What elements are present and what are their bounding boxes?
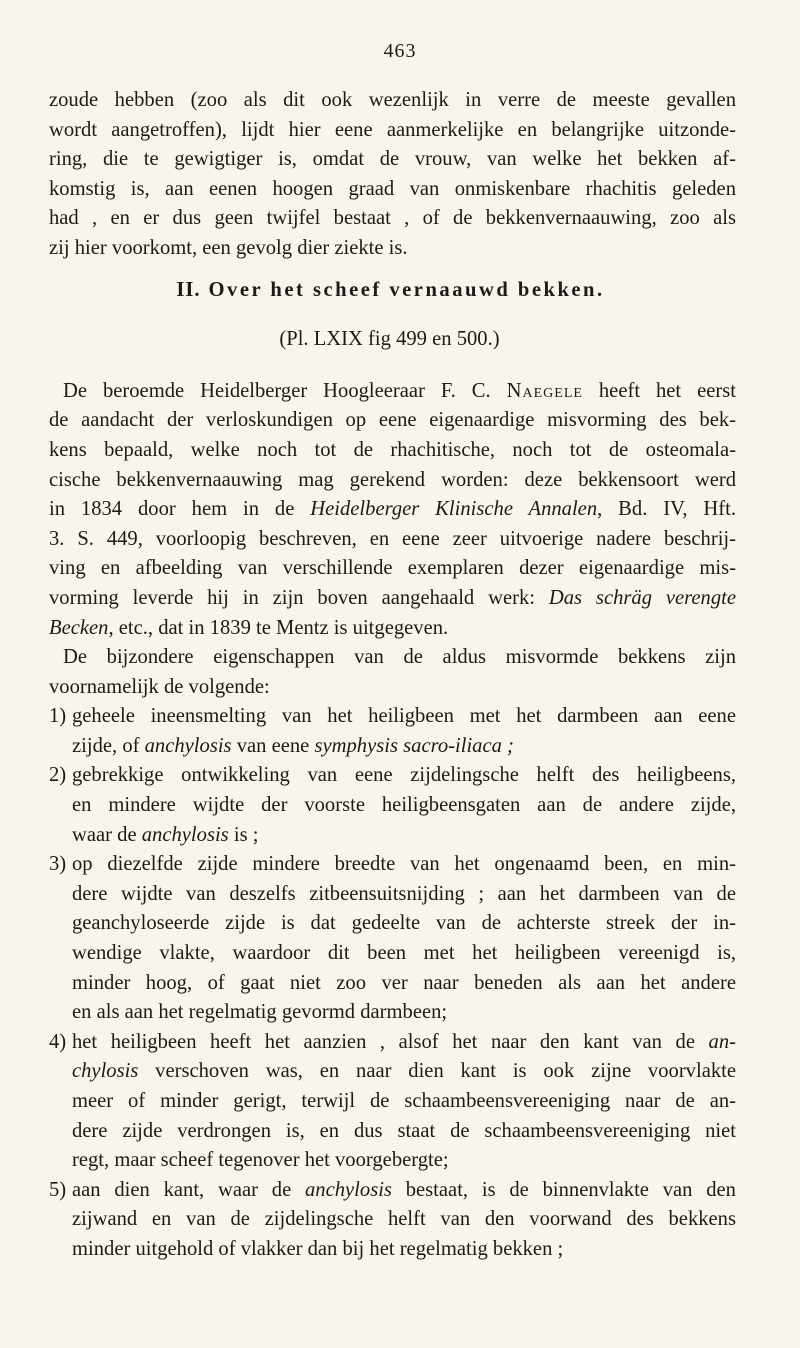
section-heading: [49, 276, 736, 306]
text-line: 4) het heiligbeen heeft het aanzien , alsof het naar den kant van de an-: [49, 1030, 736, 1053]
text-line: en mindere wijdte der voorste heiligbeensgaten aan de andere zijde,: [72, 794, 736, 817]
text-span: heeft het eerst: [582, 379, 736, 402]
text-line: 3. S. 449, voorloopig beschreven, en eene zeer uitvoerige nadere beschrij-: [49, 527, 736, 550]
paragraph-naegele: [49, 377, 736, 643]
latin-term: anchylosis: [305, 1178, 392, 1201]
text-line: [49, 821, 736, 851]
text-line: dere wijdte van deszelfs zitbeensuitsnijding ; aan het darmbeen van de: [72, 882, 736, 905]
list-item: [49, 1028, 736, 1176]
text-span: is ;: [228, 823, 259, 846]
book-title: Das schräg verengte: [548, 586, 736, 609]
text-line: cische bekkenvernaauwing mag gerekend worden: deze bekkensoort werd: [49, 468, 736, 491]
journal-title: Heidelberger Klinische Annalen: [310, 498, 598, 521]
list-item: [49, 1176, 736, 1265]
text-span: gebrekkige ontwikkeling van eene zijdelingsche helft des heiligbeens,: [72, 764, 736, 787]
text-span: vorming leverde hij in zijn boven aangehaald werk:: [49, 586, 549, 609]
text-line: en als aan het regelmatig gevormd darmbeen;: [72, 1001, 448, 1024]
text-line: geanchyloseerde zijde is dat gedeelte van de achterste streek der in-: [72, 912, 736, 935]
intro-paragraph: [49, 86, 736, 264]
latin-term: anchylosis: [141, 823, 229, 846]
text-line: regt, maar scheef tegenover het voorgebergte;: [72, 1149, 449, 1172]
text-line: meer of minder gerigt, terwijl de schaambeensvereeniging naar de an-: [72, 1090, 736, 1112]
book-title: Becken: [49, 616, 109, 639]
paragraph-properties: [49, 643, 736, 702]
text-line: [49, 1057, 736, 1087]
text-line: 2) gebrekkige ontwikkeling van eene zijdelingsche helft des heiligbeens,: [49, 764, 736, 787]
section-number: II.: [176, 278, 201, 301]
text-line: zoude hebben (zoo als dit ook wezenlijk in verre de meeste gevallen: [49, 89, 736, 111]
section-title: Over het scheef vernaauwd bekken.: [208, 278, 605, 301]
latin-term: chylosis: [72, 1060, 139, 1083]
text-span: het heiligbeen heeft het aanzien , alsof het naar den kant van de: [72, 1030, 709, 1053]
page-body: [49, 86, 736, 1265]
text-line: minder hoog, of gaat niet zoo ver naar beneden als aan het andere: [72, 971, 736, 994]
text-line: de aandacht der verloskundigen op eene eigenaardige misvorming des bek-: [49, 409, 736, 432]
text-line: had , en er dus geen twijfel bestaat , of de bekkenvernaauwing, zoo als: [49, 207, 736, 230]
text-span: , Bd. IV, Hft.: [597, 498, 736, 521]
text-line: dere zijde verdrongen is, en dus staat de schaambeensvereeniging niet: [72, 1119, 736, 1142]
text-line: 1) geheele ineensmelting van het heiligbeen met het darmbeen aan eene: [49, 705, 736, 728]
author-name: Naegele: [506, 379, 583, 402]
text-line: [49, 732, 736, 762]
text-line: [49, 495, 736, 525]
text-span: De beroemde Heidelberger Hoogleeraar F. C.: [63, 379, 507, 402]
list-item: [49, 761, 736, 850]
text-line: ving en afbeelding van verschillende exemplaren dezer eigenaardige mis-: [49, 557, 736, 580]
text-span: , etc., dat in 1839 te Mentz is uitgegeven.: [108, 616, 449, 639]
text-line: De bijzondere eigenschappen van de aldus misvormde bekkens zijn: [63, 646, 736, 669]
page-number: 463: [383, 40, 417, 62]
text-line: 3) op diezelfde zijde mindere breedte van het ongenaamd been, en min-: [49, 853, 736, 876]
text-line: minder uitgehold of vlakker dan bij het regelmatig bekken ;: [72, 1237, 564, 1260]
text-line: zijwand en van de zijdelingsche helft van den voorwand des bekkens: [72, 1208, 736, 1231]
text-line: wendige vlakte, waardoor dit been met het heiligbeen vereenigd is,: [72, 942, 736, 965]
text-span: aan dien kant, waar de: [72, 1178, 305, 1201]
text-line: 5) aan dien kant, waar de anchylosis bestaat, is de binnenvlakte van den: [49, 1178, 736, 1201]
text-span: bestaat, is de binnenvlakte van den: [391, 1178, 736, 1201]
text-line: [49, 377, 736, 407]
text-line: kens bepaald, welke noch tot de rhachitische, noch tot de osteomala-: [49, 438, 736, 461]
list-item: [49, 702, 736, 761]
text-line: zij hier voorkomt, een gevolg dier ziekte is.: [49, 236, 408, 259]
latin-term: an-: [708, 1030, 736, 1053]
text-span: van eene: [231, 734, 315, 757]
text-span: verschoven was, en naar dien kant is ook zijne voorvlakte: [138, 1060, 736, 1083]
text-line: voornamelijk de volgende:: [49, 675, 270, 698]
text-span: op diezelfde zijde mindere breedte van het ongenaamd been, en min-: [72, 853, 736, 876]
latin-term: symphysis sacro-iliaca ;: [314, 734, 514, 757]
text-line: komstig is, aan eenen hoogen graad van onmiskenbare rhachitis geleden: [49, 177, 736, 200]
plate-reference: (Pl. LXIX fig 499 en 500.): [279, 328, 500, 351]
latin-term: anchylosis: [144, 734, 232, 757]
list-item: [49, 850, 736, 1028]
text-line: [49, 614, 736, 644]
text-line: [49, 584, 736, 614]
text-span: in 1834 door hem in de: [49, 498, 311, 521]
text-span: zijde, of: [72, 734, 145, 757]
text-line: ring, die te gewigtiger is, omdat de vrouw, van welke het bekken af-: [49, 148, 736, 171]
text-span: waar de: [72, 823, 142, 846]
text-span: geheele ineensmelting van het heiligbeen met het darmbeen aan eene: [72, 705, 736, 728]
text-line: wordt aangetroffen), lijdt hier eene aanmerkelijke en belangrijke uitzonde-: [49, 118, 736, 141]
